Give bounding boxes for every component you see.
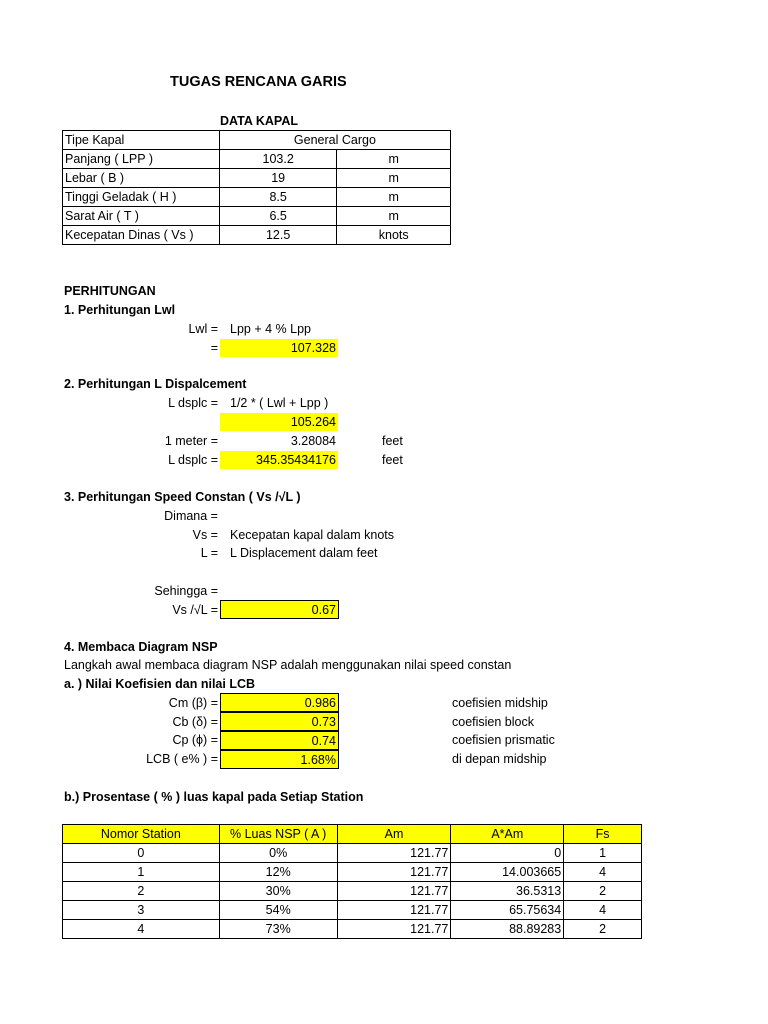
table-row	[63, 131, 451, 150]
ldisp-heading: 2. Perhitungan L Dispalcement	[64, 377, 247, 391]
dimana-label: Dimana =	[164, 509, 218, 523]
nsp-sub-a: a. ) Nilai Koefisien dan nilai LCB	[64, 677, 256, 691]
lwl-heading: 1. Perhitungan Lwl	[64, 303, 176, 317]
table-cell[interactable]: 0	[63, 844, 220, 863]
meter-value[interactable]: 3.28084	[290, 434, 336, 448]
nsp-intro: Langkah awal membaca diagram NSP adalah menggunakan nilai speed constan	[64, 658, 512, 672]
meter-unit: feet	[382, 434, 403, 448]
table-row	[63, 882, 642, 901]
table-cell[interactable]: m	[337, 150, 451, 169]
table-cell[interactable]: m	[337, 188, 451, 207]
data-kapal-table	[62, 130, 451, 245]
table-cell[interactable]: 2	[564, 920, 642, 939]
lcb-label: LCB ( e% ) =	[146, 752, 218, 766]
column-header[interactable]: % Luas NSP ( A )	[219, 825, 337, 844]
lwl-eq: =	[210, 341, 218, 355]
column-header[interactable]: Fs	[564, 825, 642, 844]
table-row	[63, 901, 642, 920]
table-cell[interactable]: 12.5	[219, 226, 337, 245]
table-cell[interactable]: 121.77	[337, 882, 451, 901]
vs-label: Vs =	[192, 528, 218, 542]
table-cell[interactable]: 4	[564, 863, 642, 882]
table-cell[interactable]: 73%	[219, 920, 337, 939]
speed-heading: 3. Perhitungan Speed Constan ( Vs /√L )	[64, 490, 301, 504]
table-cell[interactable]: 0	[451, 844, 564, 863]
table-cell[interactable]: 121.77	[337, 863, 451, 882]
table-cell[interactable]: m	[337, 207, 451, 226]
column-header[interactable]: A*Am	[451, 825, 564, 844]
table-row	[63, 207, 451, 226]
table-cell[interactable]: 12%	[219, 863, 337, 882]
table-cell[interactable]: Lebar ( B )	[63, 169, 220, 188]
cm-value-cell[interactable]: 0.986	[220, 693, 339, 712]
cp-desc: coefisien prismatic	[452, 733, 555, 747]
table-row	[63, 844, 642, 863]
table-row	[63, 150, 451, 169]
lwl-formula: Lpp + 4 % Lpp	[230, 322, 311, 336]
page-title: TUGAS RENCANA GARIS	[170, 74, 347, 90]
table-cell[interactable]: 6.5	[219, 207, 337, 226]
table-row	[63, 863, 642, 882]
ldisp-feet-unit: feet	[382, 453, 403, 467]
table-cell[interactable]: 54%	[219, 901, 337, 920]
table-row	[63, 169, 451, 188]
cp-value-cell[interactable]: 0.74	[220, 731, 339, 750]
table-cell[interactable]: m	[337, 169, 451, 188]
station-table	[62, 824, 642, 939]
table-cell[interactable]: 36.5313	[451, 882, 564, 901]
table-header-row	[63, 825, 642, 844]
perhitungan-heading: PERHITUNGAN	[64, 284, 156, 298]
table-cell[interactable]: 8.5	[219, 188, 337, 207]
l-label: L =	[200, 546, 218, 560]
sehingga-label: Sehingga =	[154, 584, 218, 598]
table-cell[interactable]: 1	[564, 844, 642, 863]
ldisp-label: L dsplc =	[168, 396, 218, 410]
lwl-result-cell[interactable]: 107.328	[220, 339, 338, 357]
table-cell[interactable]: Kecepatan Dinas ( Vs )	[63, 226, 220, 245]
ldisp-formula: 1/2 * ( Lwl + Lpp )	[230, 396, 329, 410]
l-desc: L Displacement dalam feet	[230, 546, 378, 560]
table-cell[interactable]: Tipe Kapal	[63, 131, 220, 150]
table-cell[interactable]: General Cargo	[219, 131, 450, 150]
table-cell[interactable]: 1	[63, 863, 220, 882]
table-cell[interactable]: 3	[63, 901, 220, 920]
table-cell[interactable]: 14.003665	[451, 863, 564, 882]
table-row	[63, 226, 451, 245]
table-cell[interactable]: 121.77	[337, 920, 451, 939]
table-cell[interactable]: 65.75634	[451, 901, 564, 920]
table-cell[interactable]: Sarat Air ( T )	[63, 207, 220, 226]
lwl-label: Lwl =	[188, 322, 218, 336]
table-cell[interactable]: 0%	[219, 844, 337, 863]
nsp-sub-b: b.) Prosentase ( % ) luas kapal pada Setiap Station	[64, 790, 364, 804]
ratio-label: Vs /√L =	[172, 603, 218, 617]
meter-label: 1 meter =	[164, 434, 218, 448]
ratio-value-cell[interactable]: 0.67	[220, 600, 339, 619]
column-header[interactable]: Nomor Station	[63, 825, 220, 844]
cp-label: Cp (ϕ) =	[172, 733, 218, 747]
cb-label: Cb (δ) =	[172, 715, 218, 729]
cb-value-cell[interactable]: 0.73	[220, 712, 339, 731]
table-cell[interactable]: 103.2	[219, 150, 337, 169]
table-cell[interactable]: 4	[564, 901, 642, 920]
cm-label: Cm (β) =	[168, 696, 218, 710]
ldisp-feet-label: L dsplc =	[168, 453, 218, 467]
table-cell[interactable]: Panjang ( LPP )	[63, 150, 220, 169]
table-cell[interactable]: 121.77	[337, 844, 451, 863]
table-cell[interactable]: knots	[337, 226, 451, 245]
lcb-desc: di depan midship	[452, 752, 547, 766]
data-kapal-heading: DATA KAPAL	[220, 114, 298, 128]
table-row	[63, 920, 642, 939]
table-cell[interactable]: 2	[63, 882, 220, 901]
table-row	[63, 188, 451, 207]
table-cell[interactable]: 2	[564, 882, 642, 901]
cb-desc: coefisien block	[452, 715, 534, 729]
ldisp-result-cell[interactable]: 105.264	[220, 413, 338, 431]
table-cell[interactable]: 30%	[219, 882, 337, 901]
table-cell[interactable]: 19	[219, 169, 337, 188]
column-header[interactable]: Am	[337, 825, 451, 844]
vs-desc: Kecepatan kapal dalam knots	[230, 528, 394, 542]
lcb-value-cell[interactable]: 1.68%	[220, 750, 339, 769]
nsp-heading: 4. Membaca Diagram NSP	[64, 640, 218, 654]
table-cell[interactable]: 4	[63, 920, 220, 939]
ldisp-feet-cell[interactable]: 345.35434176	[220, 451, 338, 469]
table-cell[interactable]: Tinggi Geladak ( H )	[63, 188, 220, 207]
table-cell[interactable]: 121.77	[337, 901, 451, 920]
cm-desc: coefisien midship	[452, 696, 548, 710]
table-cell[interactable]: 88.89283	[451, 920, 564, 939]
